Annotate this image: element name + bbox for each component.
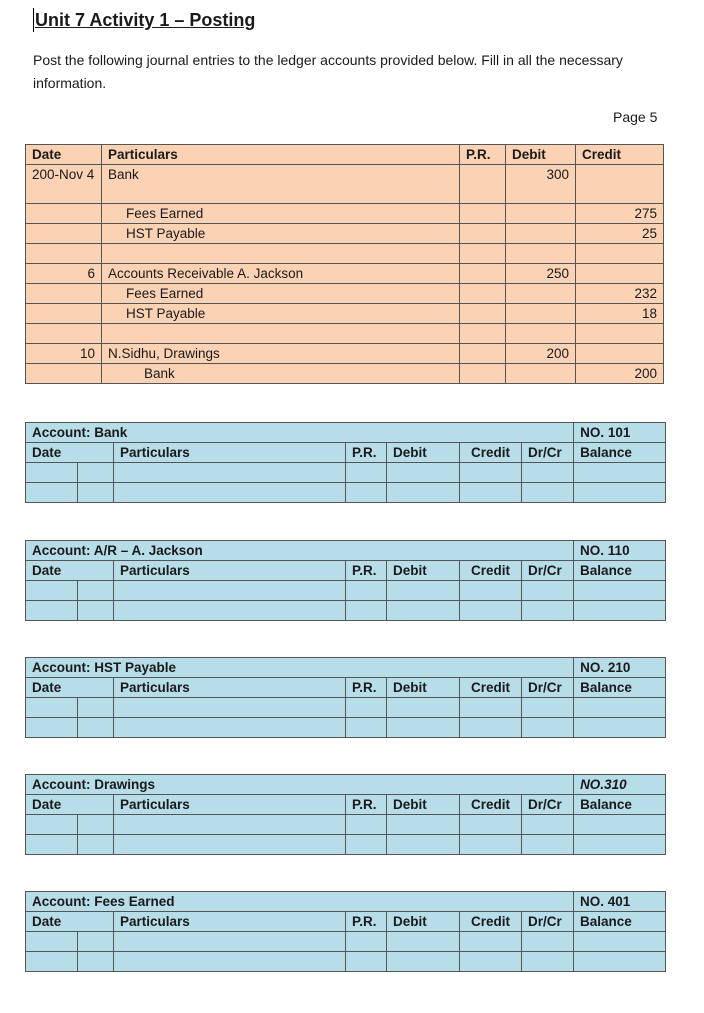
journal-row bbox=[26, 284, 664, 304]
ledger-cell-debit[interactable] bbox=[387, 932, 460, 952]
ledger-header-date: Date bbox=[26, 678, 114, 698]
ledger-cell-balance[interactable] bbox=[574, 581, 666, 601]
ledger-cell-balance[interactable] bbox=[574, 698, 666, 718]
journal-date: 10 bbox=[26, 344, 102, 364]
ledger-cell-month[interactable] bbox=[26, 463, 78, 483]
ledger-header-date: Date bbox=[26, 443, 114, 463]
journal-credit: 25 bbox=[576, 224, 664, 244]
journal-debit bbox=[506, 324, 576, 344]
journal-debit bbox=[506, 304, 576, 324]
ledger-header-credit: Credit bbox=[460, 795, 522, 815]
ledger-cell-month[interactable] bbox=[26, 952, 78, 972]
ledger-header-credit: Credit bbox=[460, 561, 522, 581]
ledger-account-number: NO. 210 bbox=[574, 658, 666, 678]
ledger-cell-debit[interactable] bbox=[387, 581, 460, 601]
ledger-cell-debit[interactable] bbox=[387, 463, 460, 483]
journal-date bbox=[26, 304, 102, 324]
journal-particulars: Fees Earned bbox=[102, 204, 460, 224]
ledger-cell-month[interactable] bbox=[26, 698, 78, 718]
journal-credit bbox=[576, 165, 664, 204]
ledger-cell-pr[interactable] bbox=[346, 815, 387, 835]
ledger-cell-month[interactable] bbox=[26, 483, 78, 503]
ledger-header-credit: Credit bbox=[460, 443, 522, 463]
ledger-cell-day[interactable] bbox=[78, 952, 114, 972]
ledger-header-drcr: Dr/Cr bbox=[522, 795, 574, 815]
journal-credit: 200 bbox=[576, 364, 664, 384]
ledger-cell-particulars[interactable] bbox=[114, 601, 346, 621]
ledger-cell-month[interactable] bbox=[26, 815, 78, 835]
ledger-cell-day[interactable] bbox=[78, 581, 114, 601]
ledger-cell-particulars[interactable] bbox=[114, 932, 346, 952]
journal-row bbox=[26, 224, 664, 244]
ledger-cell-debit[interactable] bbox=[387, 952, 460, 972]
journal-row bbox=[26, 344, 664, 364]
journal-debit: 250 bbox=[506, 264, 576, 284]
journal-date bbox=[26, 364, 102, 384]
ledger-cell-credit[interactable] bbox=[460, 601, 522, 621]
journal-particulars bbox=[102, 244, 460, 264]
ledger-cell-credit[interactable] bbox=[460, 718, 522, 738]
ledger-header-credit: Credit bbox=[460, 912, 522, 932]
ledger-account-row bbox=[26, 541, 666, 561]
journal-particulars: HST Payable bbox=[102, 224, 460, 244]
journal-date bbox=[26, 224, 102, 244]
ledger-cell-credit[interactable] bbox=[460, 815, 522, 835]
ledger-cell-balance[interactable] bbox=[574, 463, 666, 483]
journal-pr[interactable] bbox=[460, 304, 506, 324]
journal-pr[interactable] bbox=[460, 204, 506, 224]
ledger-cell-particulars[interactable] bbox=[114, 463, 346, 483]
ledger-cell-pr[interactable] bbox=[346, 932, 387, 952]
ledger-account-table-4 bbox=[25, 774, 666, 855]
journal-credit bbox=[576, 324, 664, 344]
ledger-cell-credit[interactable] bbox=[460, 952, 522, 972]
journal-header-date: Date bbox=[26, 145, 102, 165]
ledger-cell-pr[interactable] bbox=[346, 463, 387, 483]
ledger-header-debit: Debit bbox=[387, 912, 460, 932]
ledger-cell-debit[interactable] bbox=[387, 718, 460, 738]
ledger-cell-debit[interactable] bbox=[387, 815, 460, 835]
ledger-header-pr: P.R. bbox=[346, 443, 387, 463]
ledger-header-drcr: Dr/Cr bbox=[522, 561, 574, 581]
ledger-cell-day[interactable] bbox=[78, 483, 114, 503]
ledger-cell-pr[interactable] bbox=[346, 698, 387, 718]
journal-date bbox=[26, 324, 102, 344]
ledger-account-number: NO.310 bbox=[574, 775, 666, 795]
journal-debit: 300 bbox=[506, 165, 576, 204]
ledger-cell-balance[interactable] bbox=[574, 952, 666, 972]
journal-particulars: HST Payable bbox=[102, 304, 460, 324]
journal-particulars: Bank bbox=[102, 364, 460, 384]
journal-pr[interactable] bbox=[460, 344, 506, 364]
ledger-header-row bbox=[26, 443, 666, 463]
ledger-header-debit: Debit bbox=[387, 561, 460, 581]
journal-debit bbox=[506, 204, 576, 224]
ledger-entry-row bbox=[26, 581, 666, 601]
ledger-header-row bbox=[26, 678, 666, 698]
ledger-entry-row bbox=[26, 601, 666, 621]
ledger-cell-pr[interactable] bbox=[346, 718, 387, 738]
ledger-entry-row bbox=[26, 698, 666, 718]
ledger-account-name: Account: HST Payable bbox=[26, 658, 574, 678]
journal-date: 200-Nov 4 bbox=[26, 165, 102, 204]
ledger-header-particulars: Particulars bbox=[114, 561, 346, 581]
ledger-cell-pr[interactable] bbox=[346, 835, 387, 855]
ledger-cell-particulars[interactable] bbox=[114, 815, 346, 835]
ledger-header-balance: Balance bbox=[574, 561, 666, 581]
ledger-cell-month[interactable] bbox=[26, 835, 78, 855]
ledger-cell-drcr[interactable] bbox=[522, 718, 574, 738]
ledger-header-particulars: Particulars bbox=[114, 912, 346, 932]
ledger-cell-credit[interactable] bbox=[460, 932, 522, 952]
journal-header-credit: Credit bbox=[576, 145, 664, 165]
ledger-account-table-1 bbox=[25, 422, 666, 503]
ledger-header-pr: P.R. bbox=[346, 795, 387, 815]
ledger-header-balance: Balance bbox=[574, 795, 666, 815]
ledger-cell-particulars[interactable] bbox=[114, 835, 346, 855]
ledger-account-row bbox=[26, 423, 666, 443]
journal-date bbox=[26, 244, 102, 264]
ledger-entry-row bbox=[26, 463, 666, 483]
journal-header-particulars: Particulars bbox=[102, 145, 460, 165]
page-number: Page 5 bbox=[613, 109, 658, 125]
ledger-account-row bbox=[26, 775, 666, 795]
page-title: Unit 7 Activity 1 – Posting bbox=[35, 10, 256, 30]
journal-row bbox=[26, 165, 664, 204]
ledger-header-row bbox=[26, 795, 666, 815]
ledger-entry-row bbox=[26, 815, 666, 835]
ledger-cell-month[interactable] bbox=[26, 718, 78, 738]
journal-pr[interactable] bbox=[460, 264, 506, 284]
ledger-cell-debit[interactable] bbox=[387, 483, 460, 503]
ledger-header-balance: Balance bbox=[574, 443, 666, 463]
journal-pr[interactable] bbox=[460, 244, 506, 264]
journal-pr[interactable] bbox=[460, 165, 506, 204]
ledger-header-particulars: Particulars bbox=[114, 795, 346, 815]
ledger-cell-day[interactable] bbox=[78, 718, 114, 738]
ledger-header-particulars: Particulars bbox=[114, 678, 346, 698]
ledger-entry-row bbox=[26, 932, 666, 952]
journal-row bbox=[26, 304, 664, 324]
ledger-account-number: NO. 101 bbox=[574, 423, 666, 443]
ledger-cell-balance[interactable] bbox=[574, 483, 666, 503]
journal-header-row bbox=[26, 145, 664, 165]
ledger-cell-debit[interactable] bbox=[387, 601, 460, 621]
journal-pr[interactable] bbox=[460, 224, 506, 244]
ledger-header-balance: Balance bbox=[574, 912, 666, 932]
journal-date bbox=[26, 284, 102, 304]
ledger-cell-debit[interactable] bbox=[387, 835, 460, 855]
journal-credit: 18 bbox=[576, 304, 664, 324]
ledger-cell-pr[interactable] bbox=[346, 483, 387, 503]
ledger-cell-drcr[interactable] bbox=[522, 698, 574, 718]
ledger-cell-credit[interactable] bbox=[460, 581, 522, 601]
ledger-cell-particulars[interactable] bbox=[114, 698, 346, 718]
ledger-account-name: Account: Bank bbox=[26, 423, 574, 443]
ledger-header-row bbox=[26, 912, 666, 932]
ledger-header-debit: Debit bbox=[387, 795, 460, 815]
journal-row bbox=[26, 204, 664, 224]
general-journal-table bbox=[25, 144, 664, 384]
journal-pr[interactable] bbox=[460, 324, 506, 344]
journal-particulars: N.Sidhu, Drawings bbox=[102, 344, 460, 364]
ledger-account-table-3 bbox=[25, 657, 666, 738]
ledger-cell-day[interactable] bbox=[78, 815, 114, 835]
ledger-cell-drcr[interactable] bbox=[522, 483, 574, 503]
ledger-header-drcr: Dr/Cr bbox=[522, 912, 574, 932]
ledger-header-pr: P.R. bbox=[346, 912, 387, 932]
ledger-cell-month[interactable] bbox=[26, 601, 78, 621]
ledger-account-number: NO. 401 bbox=[574, 892, 666, 912]
ledger-header-particulars: Particulars bbox=[114, 443, 346, 463]
ledger-account-table-2 bbox=[25, 540, 666, 621]
journal-row bbox=[26, 264, 664, 284]
journal-credit bbox=[576, 344, 664, 364]
ledger-account-name: Account: Fees Earned bbox=[26, 892, 574, 912]
ledger-entry-row bbox=[26, 835, 666, 855]
ledger-account-table-5 bbox=[25, 891, 666, 972]
ledger-account-row bbox=[26, 658, 666, 678]
ledger-cell-day[interactable] bbox=[78, 698, 114, 718]
journal-row bbox=[26, 244, 664, 264]
journal-row bbox=[26, 324, 664, 344]
ledger-cell-balance[interactable] bbox=[574, 601, 666, 621]
ledger-header-date: Date bbox=[26, 912, 114, 932]
ledger-header-debit: Debit bbox=[387, 678, 460, 698]
journal-credit: 275 bbox=[576, 204, 664, 224]
ledger-cell-day[interactable] bbox=[78, 601, 114, 621]
ledger-cell-drcr[interactable] bbox=[522, 581, 574, 601]
journal-date: 6 bbox=[26, 264, 102, 284]
journal-debit bbox=[506, 244, 576, 264]
ledger-cell-drcr[interactable] bbox=[522, 835, 574, 855]
ledger-cell-drcr[interactable] bbox=[522, 815, 574, 835]
ledger-header-pr: P.R. bbox=[346, 678, 387, 698]
journal-credit bbox=[576, 264, 664, 284]
journal-particulars: Fees Earned bbox=[102, 284, 460, 304]
ledger-header-debit: Debit bbox=[387, 443, 460, 463]
ledger-cell-debit[interactable] bbox=[387, 698, 460, 718]
ledger-header-balance: Balance bbox=[574, 678, 666, 698]
ledger-cell-balance[interactable] bbox=[574, 718, 666, 738]
journal-date bbox=[26, 204, 102, 224]
ledger-cell-pr[interactable] bbox=[346, 952, 387, 972]
ledger-header-date: Date bbox=[26, 561, 114, 581]
ledger-cell-particulars[interactable] bbox=[114, 483, 346, 503]
ledger-entry-row bbox=[26, 483, 666, 503]
ledger-header-pr: P.R. bbox=[346, 561, 387, 581]
ledger-account-name: Account: A/R – A. Jackson bbox=[26, 541, 574, 561]
ledger-cell-drcr[interactable] bbox=[522, 463, 574, 483]
ledger-cell-drcr[interactable] bbox=[522, 952, 574, 972]
ledger-cell-drcr[interactable] bbox=[522, 601, 574, 621]
ledger-cell-pr[interactable] bbox=[346, 601, 387, 621]
ledger-header-drcr: Dr/Cr bbox=[522, 443, 574, 463]
ledger-cell-month[interactable] bbox=[26, 581, 78, 601]
ledger-cell-particulars[interactable] bbox=[114, 952, 346, 972]
ledger-cell-day[interactable] bbox=[78, 463, 114, 483]
journal-particulars: Bank bbox=[102, 165, 460, 204]
ledger-cell-credit[interactable] bbox=[460, 483, 522, 503]
ledger-header-row bbox=[26, 561, 666, 581]
ledger-header-date: Date bbox=[26, 795, 114, 815]
journal-debit bbox=[506, 364, 576, 384]
ledger-header-drcr: Dr/Cr bbox=[522, 678, 574, 698]
journal-pr[interactable] bbox=[460, 284, 506, 304]
ledger-account-row bbox=[26, 892, 666, 912]
journal-debit: 200 bbox=[506, 344, 576, 364]
journal-particulars: Accounts Receivable A. Jackson bbox=[102, 264, 460, 284]
ledger-cell-balance[interactable] bbox=[574, 932, 666, 952]
ledger-header-credit: Credit bbox=[460, 678, 522, 698]
ledger-cell-balance[interactable] bbox=[574, 835, 666, 855]
ledger-cell-day[interactable] bbox=[78, 835, 114, 855]
ledger-cell-month[interactable] bbox=[26, 932, 78, 952]
ledger-entry-row bbox=[26, 952, 666, 972]
ledger-cell-credit[interactable] bbox=[460, 698, 522, 718]
ledger-account-number: NO. 110 bbox=[574, 541, 666, 561]
journal-debit bbox=[506, 284, 576, 304]
ledger-cell-credit[interactable] bbox=[460, 835, 522, 855]
instructions-text: Post the following journal entries to the ledger accounts provided below. Fill in all the necessary information. bbox=[33, 52, 623, 91]
ledger-cell-particulars[interactable] bbox=[114, 581, 346, 601]
journal-debit bbox=[506, 224, 576, 244]
ledger-cell-day[interactable] bbox=[78, 932, 114, 952]
ledger-cell-particulars[interactable] bbox=[114, 718, 346, 738]
journal-pr[interactable] bbox=[460, 364, 506, 384]
ledger-account-name: Account: Drawings bbox=[26, 775, 574, 795]
ledger-entry-row bbox=[26, 718, 666, 738]
journal-header-pr: P.R. bbox=[460, 145, 506, 165]
ledger-cell-balance[interactable] bbox=[574, 815, 666, 835]
journal-credit bbox=[576, 244, 664, 264]
journal-row bbox=[26, 364, 664, 384]
ledger-cell-credit[interactable] bbox=[460, 463, 522, 483]
ledger-cell-drcr[interactable] bbox=[522, 932, 574, 952]
journal-header-debit: Debit bbox=[506, 145, 576, 165]
journal-particulars bbox=[102, 324, 460, 344]
ledger-cell-pr[interactable] bbox=[346, 581, 387, 601]
journal-credit: 232 bbox=[576, 284, 664, 304]
